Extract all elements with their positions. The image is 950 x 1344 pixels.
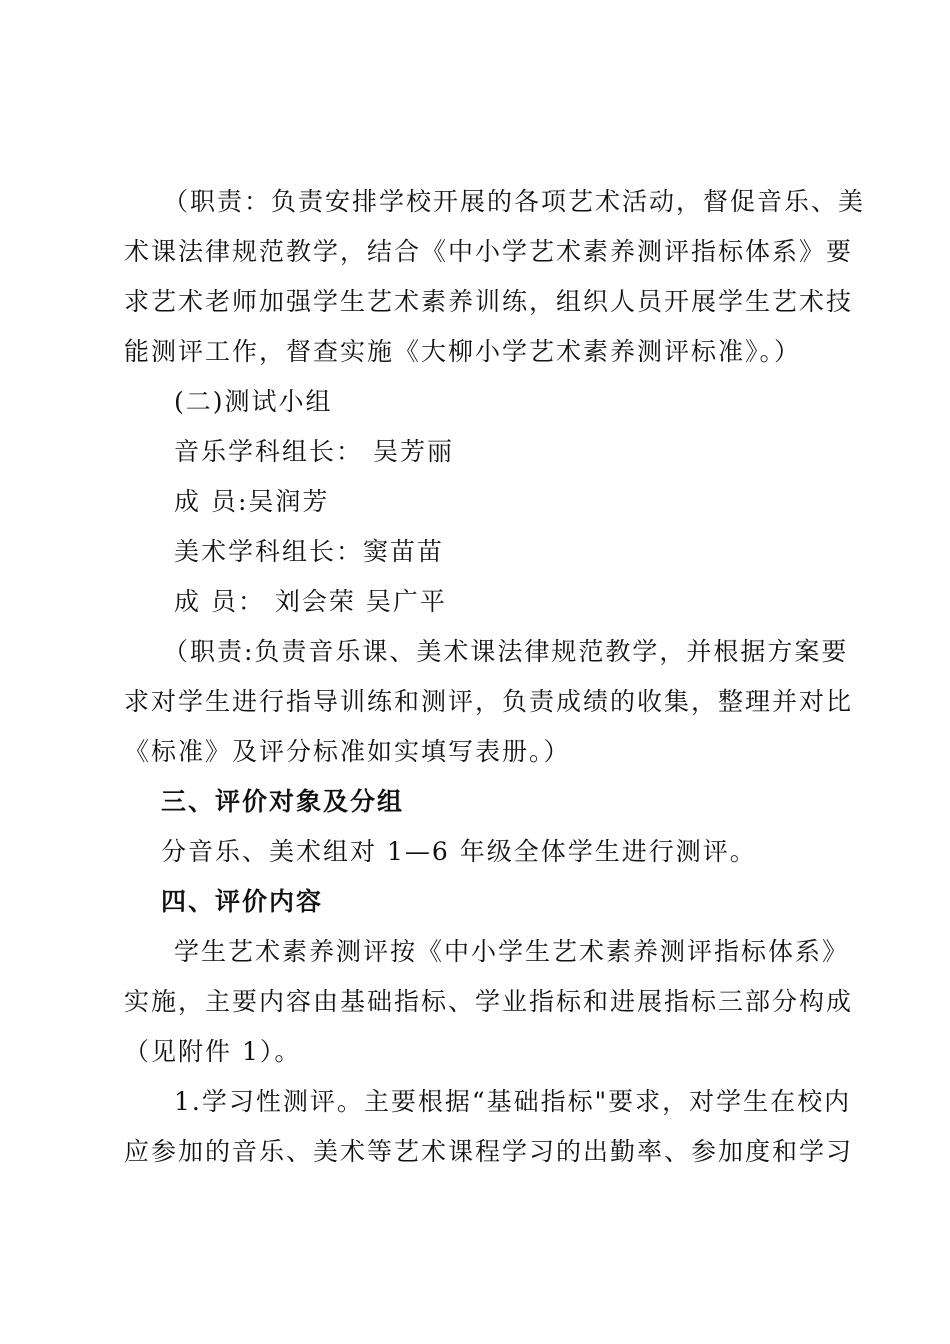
paragraph-line: 应参加的音乐、美术等艺术课程学习的出勤率、参加度和学习	[124, 1137, 854, 1166]
member-line: 成 员:吴润芳	[174, 487, 330, 516]
paragraph-line: 学生艺术素养测评按《中小学生艺术素养测评指标体系》	[174, 937, 850, 966]
member-line: 成 员： 刘会荣 吴广平	[174, 587, 447, 616]
paragraph-line: 能测评工作，督查实施《大柳小学艺术素养测评标准》。）	[124, 337, 802, 366]
member-line: 音乐学科组长： 吴芳丽	[174, 437, 454, 466]
paragraph-line: 求对学生进行指导训练和测评，负责成绩的收集，整理并对比	[124, 687, 854, 716]
paragraph-line: （见附件 1）。	[124, 1037, 302, 1066]
paragraph-line: 实施，主要内容由基础指标、学业指标和进展指标三部分构成	[124, 987, 854, 1016]
paragraph-line: 1.学习性测评。主要根据“基础指标"要求，对学生在校内	[174, 1087, 852, 1116]
member-line: 美术学科组长：窦苗苗	[174, 537, 445, 566]
subheading: (二)测试小组	[174, 387, 333, 416]
paragraph-line: 求艺术老师加强学生艺术素养训练，组织人员开展学生艺术技	[124, 287, 854, 316]
paragraph-line: （职责：负责安排学校开展的各项艺术活动，督促音乐、美	[163, 187, 866, 216]
paragraph-line: 分音乐、美术组对 1—6 年级全体学生进行测评。	[161, 837, 757, 866]
paragraph-line: 术课法律规范教学，结合《中小学艺术素养测评指标体系》要	[124, 237, 854, 266]
paragraph-line: 《标准》及评分标准如实填写表册。）	[124, 737, 571, 766]
section-heading: 三、评价对象及分组	[161, 787, 405, 816]
paragraph-line: （职责:负责音乐课、美术课法律规范教学，并根据方案要	[163, 637, 849, 666]
section-heading: 四、评价内容	[161, 887, 324, 916]
